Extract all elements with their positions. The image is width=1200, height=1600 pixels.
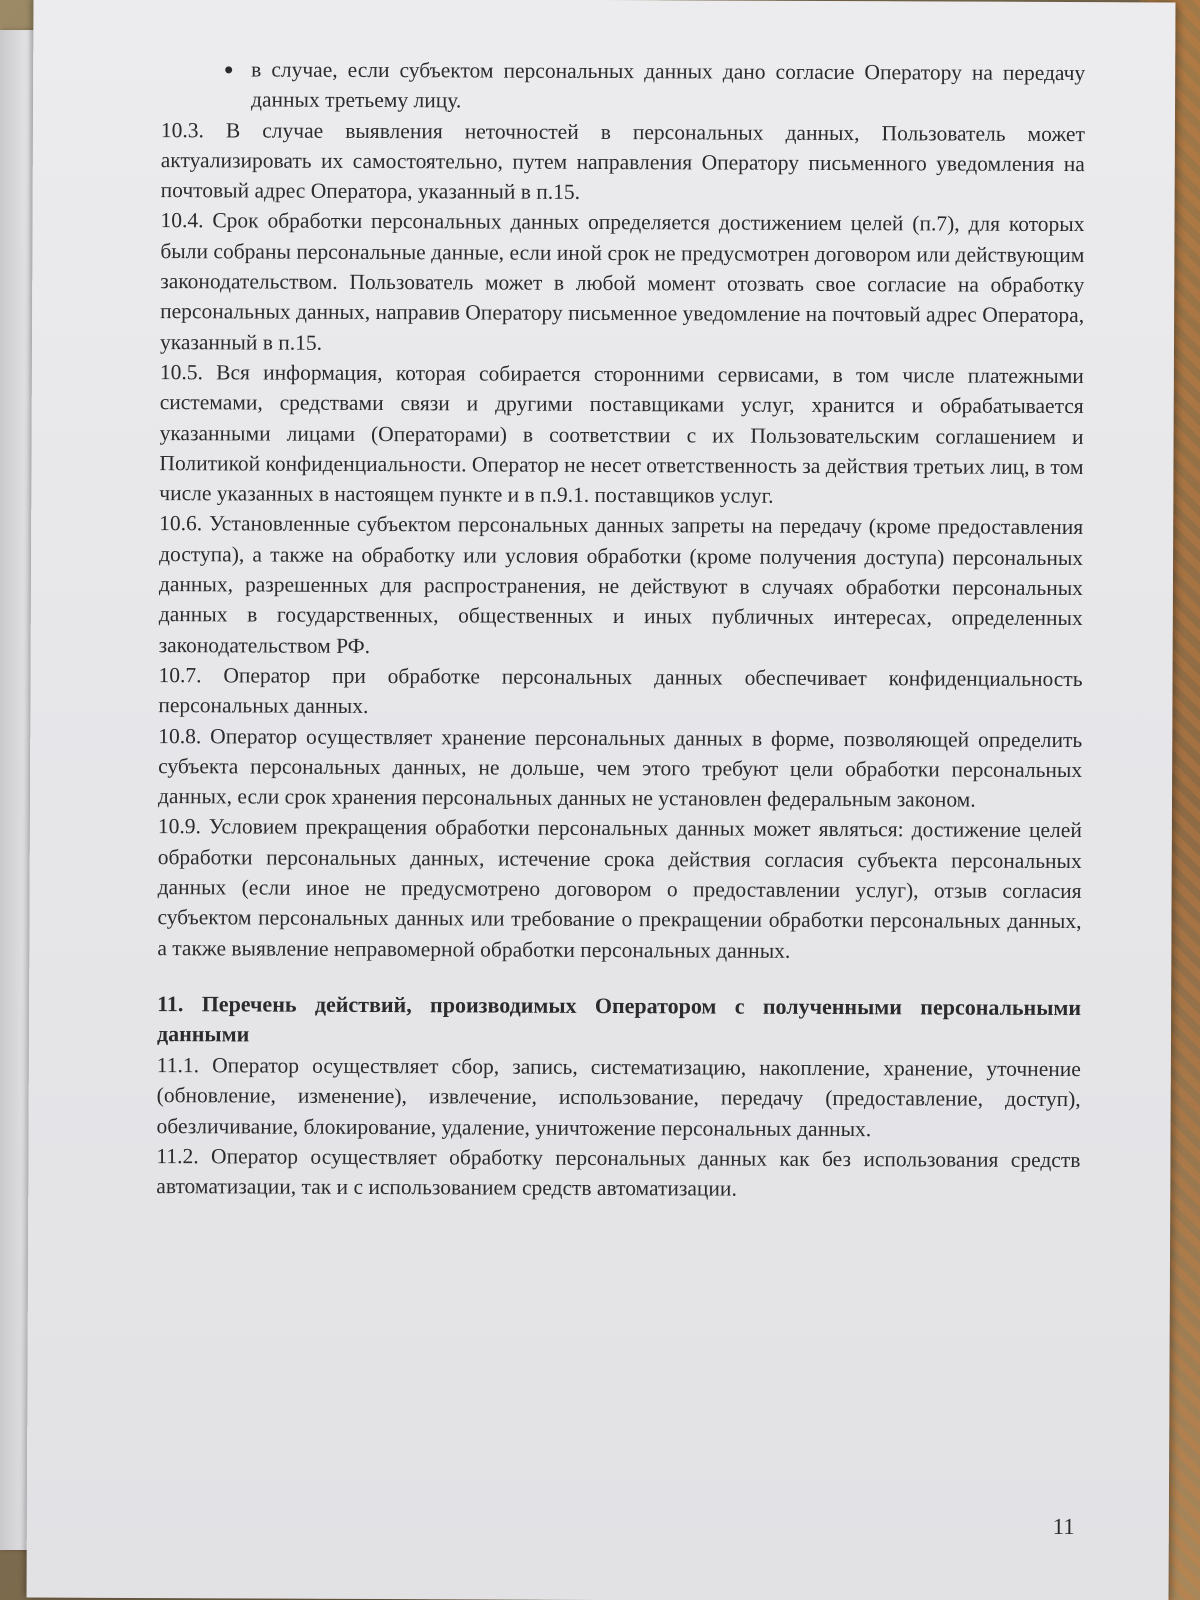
document-page [27,0,1176,1600]
paragraph-10-4: 10.4. Срок обработки персональных данных определяется достижением целей (п.7), для которых были собраны персональные данные, если иной срок не предусмотрен договором или действующим законодательством. Пользователь может в любой момент отозвать свое согласие на обработку персональных данных, направив Оператору письменное уведомление на почтовый адрес Оператора, указанный в п.15. [159,208,1085,355]
paragraph-10-3: 10.3. В случае выявления неточностей в персональных данных, Пользователь может актуализировать их самостоятельно, путем направления Оператору письменного уведомления на почтовый адрес Оператора, указанный в п.15. [160,117,1085,205]
page-number: 11 [1052,1513,1075,1540]
section-heading-11: 11. Перечень действий, производимых Оператором с полученными персональными данными [156,990,1082,1047]
paragraph-10-8: 10.8. Оператор осуществляет хранение персональных данных в форме, позволяющей определить субъекта персональных данных, не дольше, чем этого требуют цели обработки персональных данных, если срок хранения персональных данных не установлен федеральным законом. [157,723,1083,812]
paragraph-10-9: 10.9. Условием прекращения обработки персональных данных может являться: достижение целей обработки персональных данных, истечение срока действия согласия субъекта персональных данных (если иное не предусмотрено договором о предоставлении услуг), отзыв согласия субъектом персональных данных или требование о прекращении обработки персональных данных, а также выявление неправомерной обработки персональных данных. [157,814,1082,963]
paragraph-10-6: 10.6. Установленные субъектом персональных данных запреты на передачу (кроме предоставления доступа), а также на обработку или условия обработки (кроме получения доступа) персональных данных, разрешенных для распространения, не действуют в случаях обработки персональных данных в государственных, общественных и иных публичных интересах, определенных законодательством РФ. [158,511,1084,658]
paragraph-10-7: 10.7. Оператор при обработке персональных данных обеспечивает конфиденциальность персональных данных. [158,663,1083,719]
paragraph-10-5: 10.5. Вся информация, которая собирается сторонними сервисами, в том числе платежными системами, средствами связи и другими поставщиками услуг, хранится и обрабатывается указанными лицами (Операторами) в соответствии с их Пользовательским соглашением и Политикой конфиденциальности. Оператор не несет ответственность за действия третьих лиц, в том числе указанных в настоящем пункте и в п.9.1. поставщиков услуг. [159,360,1084,508]
paragraph-11-2: 11.2. Оператор осуществляет обработку персональных данных как без использования средств автоматизации, так и с использованием средств автоматизации. [156,1143,1081,1201]
bullet-item: в случае, если субъектом персональных данных дано согласие Оператору на передачу данных третьему лицу. [161,54,1085,119]
document-body [156,54,1085,1205]
paragraph-11-1: 11.1. Оператор осуществляет сбор, запись, систематизацию, накопление, хранение, уточнение (обновление, изменение), извлечение, использование, передачу (предоставление, доступ), обезличивание, блокирование, удаление, уничтожение персональных данных. [156,1052,1081,1141]
